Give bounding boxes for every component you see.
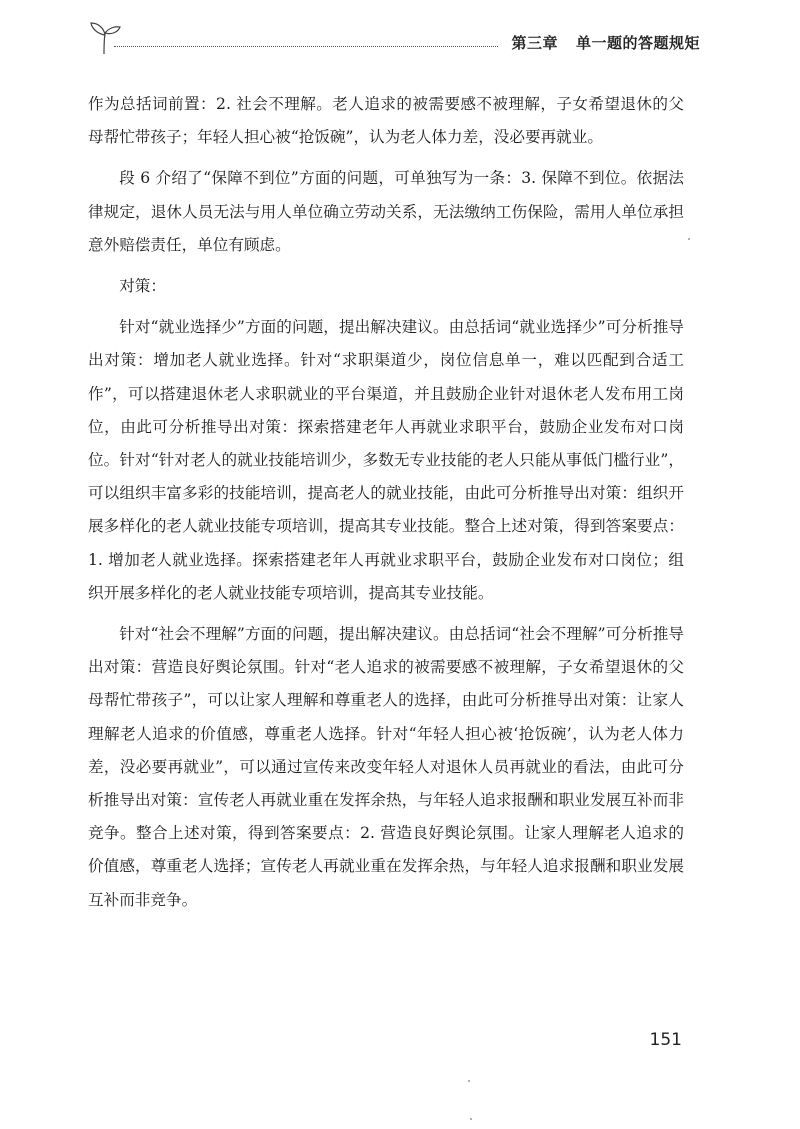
paragraph-social-understanding: 针对“社会不理解”方面的问题，提出解决建议。由总括词“社会不理解”可分析推导出对策：营造良好舆论氛围。针对“老人追求的被需要感不被理解，子女希望退休的父母帮忙带孩子”，可以让家人理解和尊重老人的选择，由此可分析推导出对策：让家人理解老人追求的价值感，尊重老人选择。针对“年轻人担心被‘抢饭碗’，认为老人体力差，没必要再就业”，可以通过宣传来改变年轻人对退休人员再就业的看法，由此可分析推导出对策：宣传老人再就业重在发挥余热，与年轻人追求报酬和职业发展互补而非竞争。整合上述对策，得到答案要点：2. 营造良好舆论氛围。让家人理解老人追求的价值感，尊重老人选择；宣传老人再就业重在发挥余热，与年轻人追求报酬和职业发展互补而非竞争。 xyxy=(88,625,684,909)
chapter-number: 第三章 xyxy=(511,34,558,52)
paragraph-employment-choices: 针对“就业选择少”方面的问题，提出解决建议。由总括词“就业选择少”可分析推导出对策：增加老人就业选择。针对“求职渠道少，岗位信息单一，难以匹配到合适工作”，可以搭建退休老人求职就业的平台渠道，并且鼓励企业针对退休老人发布用工岗位，由此可分析推导出对策：探索搭建老年人再就业求职平台，鼓励企业发布对口岗位。针对“针对老人的就业技能培训少，多数无专业技能的老人只能从事低门槛行业”，可以组织丰富多彩的技能培训，提高老人的就业技能，由此可分析推导出对策：组织开展多样化的老人就业技能专项培训，提高其专业技能。整合上述对策，得到答案要点：1. 增加老人就业选择。探索搭建老年人再就业求职平台，鼓励企业发布对口岗位；组织开展多样化的老人就业技能专项培训，提高其专业技能。 xyxy=(88,318,684,602)
scan-speck xyxy=(470,1118,472,1120)
page-number: 151 xyxy=(649,1030,682,1050)
scan-speck xyxy=(468,1080,470,1082)
chapter-heading xyxy=(511,32,700,53)
paragraph-continuation: 作为总括词前置：2. 社会不理解。老人追求的被需要感不被理解，子女希望退休的父母帮忙带孩子；年轻人担心被“抢饭碗”，认为老人体力差，没必要再就业。 xyxy=(88,95,684,147)
header-rule xyxy=(114,46,498,47)
running-header xyxy=(70,18,710,58)
body-text xyxy=(88,88,684,925)
paragraph-guarantee: 段 6 介绍了“保障不到位”方面的问题，可单独写为一条：3. 保障不到位。依据法律规定，退休人员无法与用人单位确立劳动关系，无法缴纳工伤保险，需用人单位承担意外赔偿责任，单位有顾虑。 xyxy=(88,169,684,254)
chapter-title: 单一题的答题规矩 xyxy=(575,34,700,52)
sprout-icon xyxy=(84,20,124,56)
scan-speck xyxy=(688,238,690,240)
section-label-countermeasures: 对策： xyxy=(119,277,166,296)
